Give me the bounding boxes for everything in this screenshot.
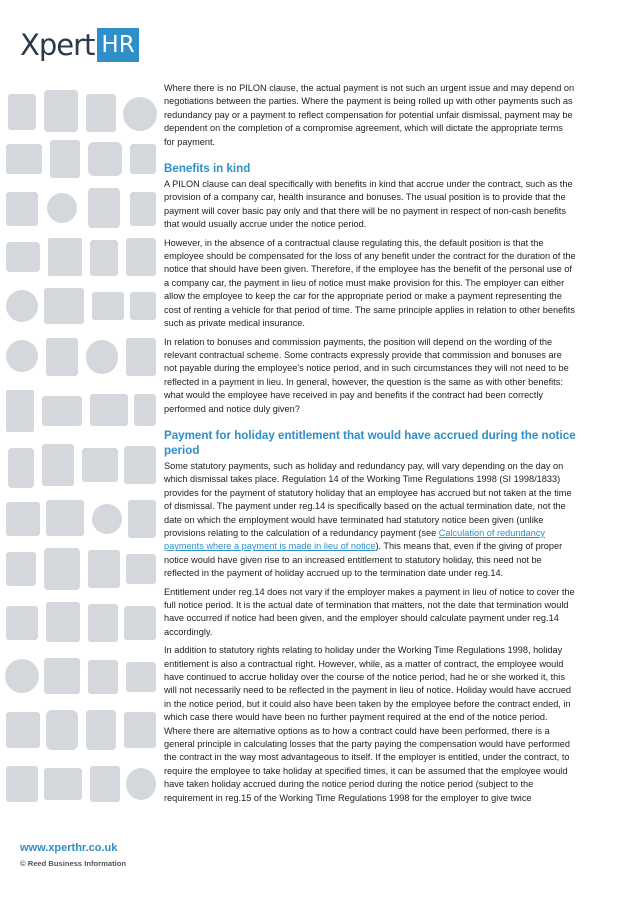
grid-icon bbox=[6, 552, 36, 586]
document-icon bbox=[8, 94, 36, 130]
padlock-icon bbox=[134, 394, 156, 426]
magnifier-icon bbox=[86, 340, 118, 374]
newspaper-icon bbox=[6, 712, 40, 748]
paragraph-default-position: However, in the absence of a contractual clause regulating this, the default position is that the employee should be compensated for the loss of any benefit under the contract for the duration of the notice that should have been given. Therefore, if the employee has the benefit of the personal use of a company car, the payment in lieu of notice must make provision for this. The employer can either allow the employee to keep the car for the appropriate period or make a payment representing the cost of renting a vehicle for that period of time. The same principle applies in relation to other benefits such as private medical insurance. bbox=[164, 237, 576, 329]
handshake-icon bbox=[90, 766, 120, 802]
tower-icon bbox=[6, 390, 34, 432]
info-icon bbox=[126, 338, 156, 376]
redundancy-calculation-link[interactable]: Calculation of redundancy payments where a payment is made in lieu of notice bbox=[164, 527, 546, 552]
paragraph-bonuses: In relation to bonuses and commission payments, the position will depend on the wording of the relevant contractual scheme. Some contracts expressly provide that commission and bonuses are not payable during the employee's notice period, and in such circumstances they will not need to be reflected in a payment in lieu. In general, however, the question is the same as with other benefits: what would the employee have received in pay and benefits if the contract had been correctly performed and notice duly given? bbox=[164, 336, 569, 414]
logo-xpert-text: Xpert bbox=[20, 28, 95, 62]
clock-icon bbox=[123, 97, 157, 131]
letter-icon bbox=[44, 658, 80, 694]
paragraph-text: Some statutory payments, such as holiday and redundancy pay, will vary depending on the day on which dismissal takes place. Regulation 14 of the Working Time Regulations 1998 (SI 1998/1833) provides for the payment of statutory holiday that an employee has accrued but not taken at the time of dismissal. The payment under reg.14 is specifically based on the actual termination date, not the date on which the employment would have terminated had statutory notice been given (unlike provisions relating to the calculation of a redundancy payment (see bbox=[164, 460, 572, 538]
question-icon bbox=[44, 548, 80, 590]
shield-icon bbox=[46, 710, 78, 750]
paragraph-no-pilon: Where there is no PILON clause, the actual payment is not such an urgent issue and may depend on negotiations between the parties. Where the payment is being rolled up with other payments such as redundancy pay or a payment to reflect compensation for potential unfair dismissal, payment may be dependent on the completion of a compromise agreement, which will dictate the appropriate terms for payment. bbox=[164, 83, 575, 147]
gavel-icon bbox=[128, 500, 156, 538]
paragraph-text: ). This means that, even if the giving of proper notice would have given rise to an increased entitlement to statutory holiday, this need not be reflected in the payment of holiday accrued up to the termination date under reg.14. bbox=[164, 541, 563, 579]
id-card-icon bbox=[92, 292, 124, 320]
globe-icon bbox=[126, 768, 156, 800]
chart-icon bbox=[130, 192, 156, 226]
stack-icon bbox=[124, 606, 156, 640]
paragraph-contractual-holiday: In addition to statutory rights relating to holiday under the Working Time Regulations 1998, holiday entitlement is also a contractual right. However, while, as a matter of contract, the employee would have continued to accrue holiday over the course of the notice period, had he or she worked it, this will not necessarily need to be reflected in the payment in lieu of notice. Holiday would have accrued in the notice period, but it could also have been taken by the employee before the contract ended, in which case there would have been no further payment required at the end of the notice period. Where there are alternative options as to how a contract could have been performed, there is a general principle in calculating losses that the party paying the compensation would have performed the contract in the way most advantageous to itself. If the employer is entitled, under the contract, to require the employee to take holiday at specified times, it can be assumed that the employee would have taken holiday accrued during the notice period during the notice period (subject to the requirement in reg.15 of the Working Time Regulations 1998 for the employer to give twice bbox=[164, 645, 572, 803]
house-icon bbox=[6, 606, 38, 640]
clipboard-icon bbox=[44, 90, 78, 132]
paragraph-pilon-benefits: A PILON clause can deal specifically with benefits in kind that accrue under the contract, such as the provision of a company car, health insurance and bonuses. The usual position is to provide that the payment will cover basic pay only and that there will be no payment in respect of non-cash benefits that would usually accrue under the notice period. bbox=[164, 179, 573, 230]
tray-icon bbox=[126, 554, 156, 584]
headset-icon bbox=[6, 340, 38, 372]
xperthr-logo bbox=[20, 28, 139, 62]
group-icon bbox=[6, 290, 38, 322]
tablet-icon bbox=[86, 710, 116, 750]
mailbox-icon bbox=[6, 766, 38, 802]
checklist-icon bbox=[50, 140, 80, 178]
heading-benefits-in-kind: Benefits in kind bbox=[164, 162, 251, 176]
printer-icon bbox=[82, 448, 118, 482]
briefcase-icon bbox=[6, 242, 40, 272]
desk-icon bbox=[44, 768, 82, 800]
pen-icon bbox=[88, 604, 118, 642]
org-chart-icon bbox=[44, 288, 84, 324]
building-icon bbox=[48, 238, 82, 276]
signpost-icon bbox=[124, 712, 156, 748]
heading-holiday-entitlement: Payment for holiday entitlement that would have accrued during the notice period bbox=[164, 428, 576, 457]
badge-icon bbox=[88, 660, 118, 694]
footer-website-link[interactable]: www.xperthr.co.uk bbox=[20, 842, 118, 854]
document-stack-icon bbox=[46, 338, 78, 376]
speech-icon bbox=[5, 659, 39, 693]
envelope-icon bbox=[130, 292, 156, 320]
paragraph-reg14-entitlement: Entitlement under reg.14 does not vary if the employer makes a payment in lieu of notice to cover the full notice period. It is the actual date of termination that matters, not the date that termination would have occurred if notice had been given, and the employer should calculate payment under reg.14 accordingly. bbox=[164, 586, 575, 637]
key-icon bbox=[126, 662, 156, 692]
certificate-icon bbox=[6, 502, 40, 536]
book-icon bbox=[90, 240, 118, 276]
logo-hr-badge: HR bbox=[97, 28, 138, 62]
open-folder-icon bbox=[90, 394, 128, 426]
folder-icon bbox=[6, 144, 42, 174]
notebook-icon bbox=[86, 94, 116, 132]
laptop-icon bbox=[42, 396, 82, 426]
money-icon bbox=[92, 504, 122, 534]
calendar-icon bbox=[6, 192, 38, 226]
phone-icon bbox=[8, 448, 34, 488]
tag-icon bbox=[130, 144, 156, 174]
arrows-icon bbox=[88, 142, 122, 176]
footer-copyright: © Reed Business Information bbox=[20, 859, 127, 868]
calculator-icon bbox=[88, 188, 120, 228]
decorative-icon-column bbox=[0, 88, 160, 836]
calendar-grid-icon bbox=[124, 446, 156, 484]
person-icon bbox=[47, 193, 77, 223]
filing-cabinet-icon bbox=[88, 550, 120, 588]
paragraph-statutory-payments bbox=[164, 460, 576, 581]
scales-icon bbox=[126, 238, 156, 276]
computer-icon bbox=[46, 500, 84, 536]
ruler-icon bbox=[46, 602, 80, 642]
form-icon bbox=[42, 444, 74, 486]
article-body bbox=[164, 82, 576, 810]
